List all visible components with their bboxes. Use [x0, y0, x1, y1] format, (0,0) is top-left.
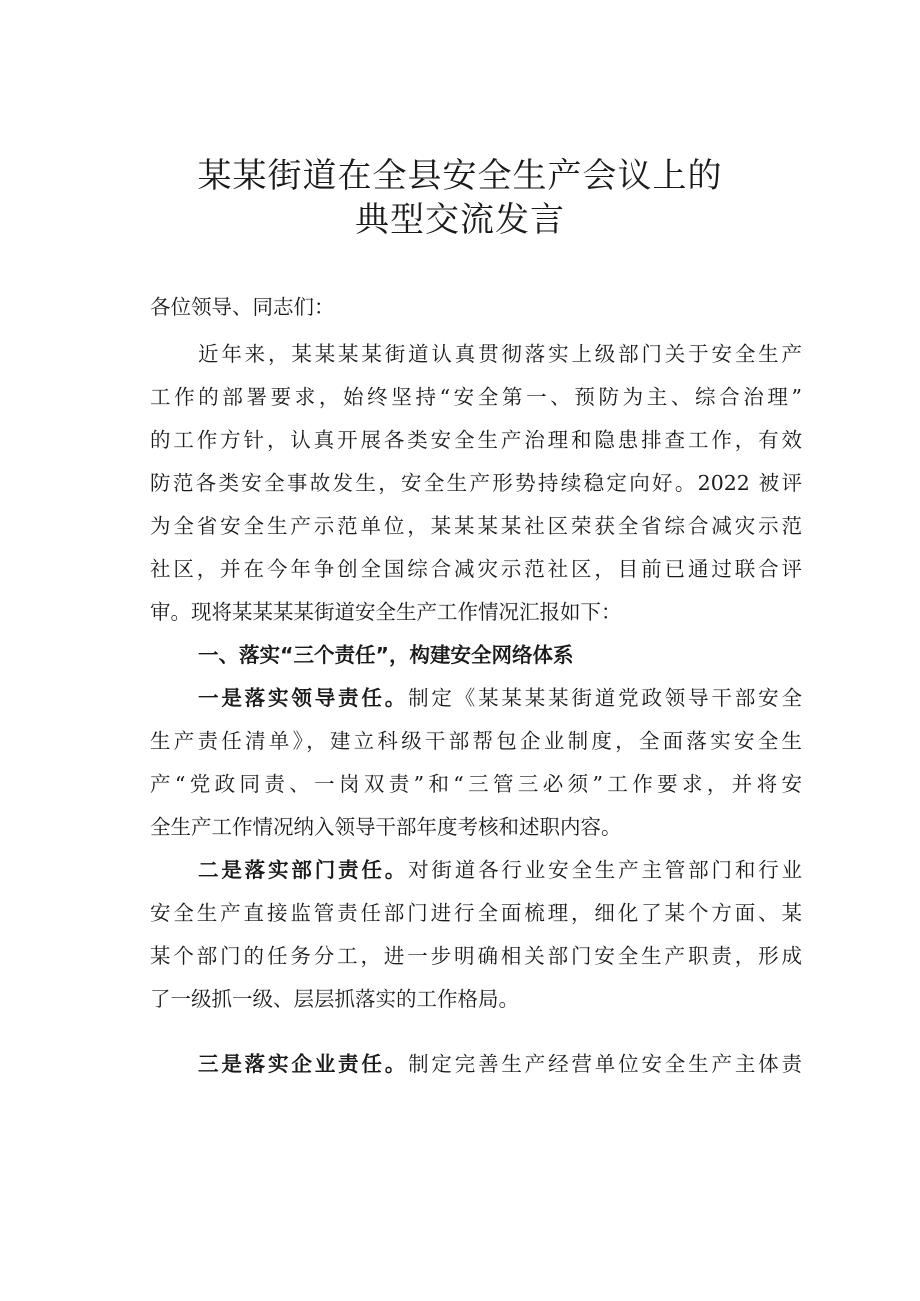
paragraph-line: 安全生产直接监管责任部门进行全面梳理，细化了某个方面、某: [150, 901, 802, 925]
intro-line: 社区，并在今年争创全国综合减灾示范社区，目前已通过联合评: [150, 557, 802, 581]
paragraph-first-line: [198, 683, 802, 713]
paragraph-lead: 二是落实部门责任。: [198, 858, 409, 882]
section-heading: 一、落实“三个责任”，构建安全网络体系: [198, 643, 574, 667]
paragraph-line: 全生产工作情况纳入领导干部年度考核和述职内容。: [150, 815, 622, 839]
paragraph-line: 某个部门的任务分工，进一步明确相关部门安全生产职责，形成: [150, 944, 802, 968]
paragraph-text: 制定完善生产经营单位安全生产主体责: [408, 1052, 803, 1076]
intro-line: 工作的部署要求，始终坚持“安全第一、预防为主、综合治理”: [150, 385, 802, 409]
paragraph-first-line: [198, 855, 802, 885]
paragraph-line: 生产责任清单》，建立科级干部帮包企业制度，全面落实安全生: [150, 729, 802, 753]
paragraph-lead: 三是落实企业责任。: [198, 1052, 409, 1076]
document-title-line-2: 典型交流发言: [355, 200, 565, 240]
document-title-line-1: 某某街道在全县安全生产会议上的: [197, 156, 723, 196]
intro-line: 防范各类安全事故发生，安全生产形势持续稳定向好。2022 被评: [150, 471, 802, 495]
paragraph-first-line: [198, 1049, 802, 1079]
paragraph-line: 产“党政同责、一岗双责”和“三管三必须”工作要求，并将安: [150, 772, 802, 796]
intro-line: 近年来，某某某某街道认真贯彻落实上级部门关于安全生产: [198, 342, 802, 366]
paragraph-text: 对街道各行业安全生产主管部门和行业: [408, 858, 803, 882]
intro-line: 审。现将某某某某街道安全生产工作情况汇报如下：: [150, 600, 622, 624]
salutation: 各位领导、同志们：: [150, 295, 335, 319]
paragraph-lead: 一是落实领导责任。: [198, 686, 409, 710]
paragraph-text: 制定《某某某某街道党政领导干部安全: [408, 686, 803, 710]
intro-line: 为全省安全生产示范单位，某某某某社区荣获全省综合减灾示范: [150, 514, 802, 538]
paragraph-line: 了一级抓一级、层层抓落实的工作格局。: [150, 987, 519, 1011]
intro-line: 的工作方针，认真开展各类安全生产治理和隐患排查工作，有效: [150, 428, 802, 452]
